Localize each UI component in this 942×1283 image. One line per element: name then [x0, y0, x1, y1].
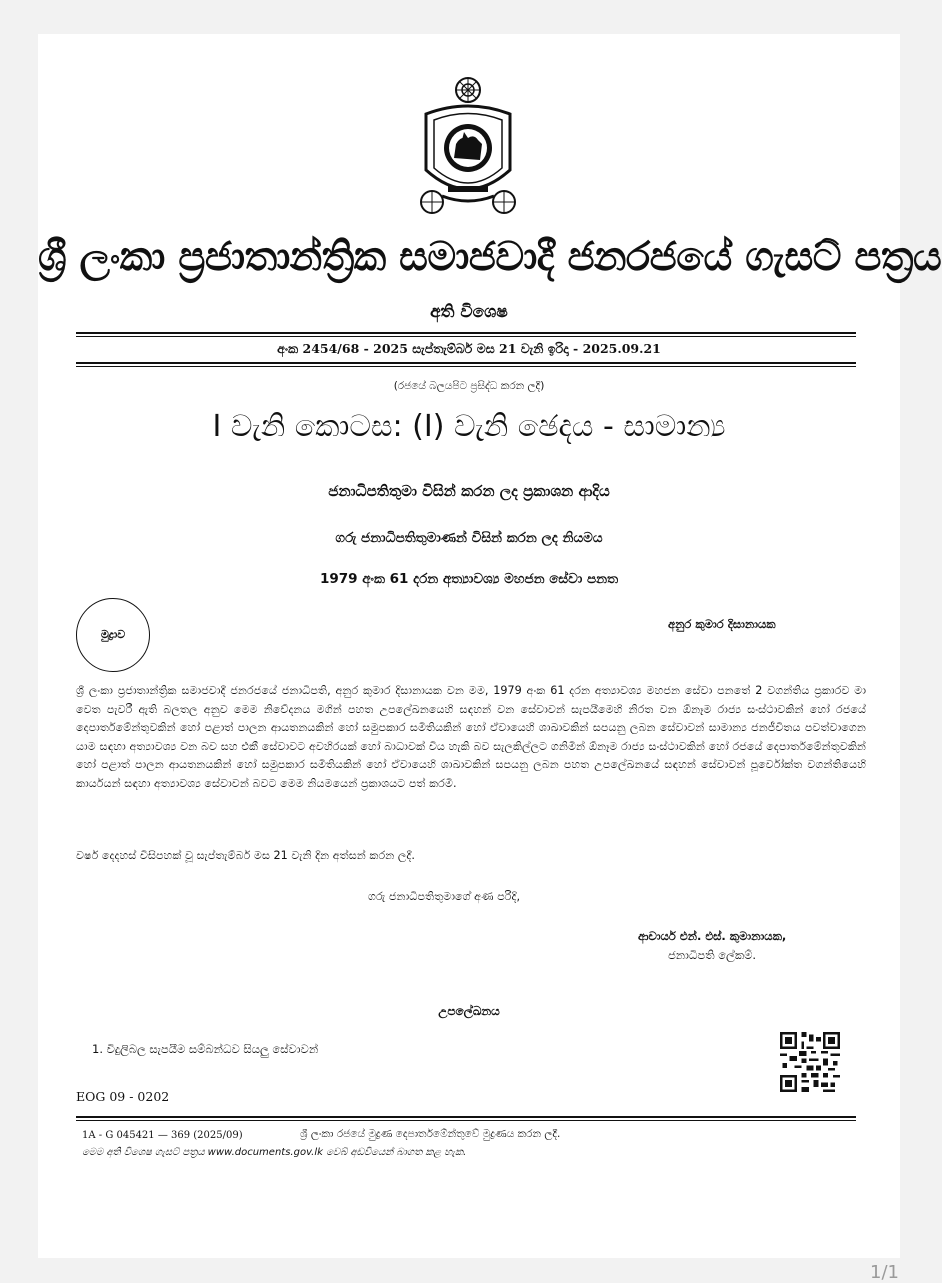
issue-line: අංක 2454/68 - 2025 සැප්තැම්බර් මස 21 වැනි ඉරිදා - 2025.09.21 — [277, 341, 661, 356]
divider — [76, 1120, 856, 1121]
reference-code: EOG 09 - 0202 — [76, 1089, 170, 1104]
divider — [76, 1116, 856, 1118]
act-heading: 1979 අංක 61 දරන අත්‍යාවශ්‍ය මහජන සේවා පනත — [319, 571, 619, 587]
gazette-title: ශ්‍රී ලංකා ප්‍රජාතාන්ත්‍රික සමාජවාදී ජනරජයේ ගැසට් පත්‍රය — [38, 234, 942, 280]
schedule-title: උපලේඛනය — [438, 1004, 500, 1018]
download-note: මෙම අති විශෙෂ ගැසට් පත්‍රය www.documents.gov.lk වෙබ් අඩවියෙන් බාගත කළ හැක. — [82, 1147, 467, 1158]
part-heading: I වැනි කොටස: (I) වැනි ඡෙදය - සාමාන්‍ය — [212, 409, 726, 444]
print-code: 1A - G 045421 — 369 (2025/09) — [82, 1130, 243, 1141]
qr-code-icon — [780, 1032, 840, 1092]
gazette-subtitle: අති විශෙෂ — [430, 302, 508, 322]
gazette-page — [38, 34, 942, 1258]
authority-line: (රජයේ බලයපිට ප්‍රසිද්ධ කරන ලදි) — [393, 380, 545, 392]
order-body: ශ්‍රී ලංකා ප්‍රජාතාන්ත්‍රික සමාජවාදී ජනරජයේ ජනාධිපති, අනුර කුමාර දිසානායක වන මම, 1979 අංක 61 දරන අත්‍යාවශ්‍ය මහජන සේවා පනතේ 2 වගන්තිය ප්‍රකාරව මා වෙත පැවරී ඇති බලතල අනුව මෙම නිවේදනය මගින් පහත උපලේඛනයෙහි සඳහන් වන සේවාවන් සැපයීමෙහි නිරත වන ඕනෑම රාජ්‍ය සංස්ථාවකින් හෝ රජයේ දෙපාර්තමේන්තුවකින් හෝ පළාත් පාලන ආයතනයකින් හෝ සමුපකාර සමිතියකින් හෝ ඒවායෙහි ශාඛාවකින් සපයනු ලබන සේවාවන් සාමාන්‍ය ජනජීවිතය පවත්වාගෙන යාම සඳහා අත්‍යාවශ්‍ය වන බව සහ එකී සේවාවට අවහිරයක් හෝ බාධාවක් විය හැකි බව සැලකිල්ලට ගනිමින් ඕනෑම රාජ්‍ය සංස්ථාවකින් හෝ රජයේ දෙපාර්තමේන්තුවකින් හෝ පළාත් පාලන ආයතනයකින් හෝ සමුපකාර සමිතියකින් හෝ ඒවායෙහි ශාඛාවකින් සපයනු ලබන පහත උපලේඛනයේ සඳහන් සේවාවන් පූර්වෝක්ත වගන්තියෙහි කාර්යයන් සඳහා අත්‍යාවශ්‍ය සේවාවන් බවට මෙම නියමයෙන් ප්‍රකාශයට පත් කරමි. — [76, 684, 866, 790]
secretary-name: ආචාර්ය එන්. එස්. කුමානායක, — [638, 929, 787, 943]
command-line: ගරු ජනාධිපතිතුමාගේ අණ පරිදි, — [368, 890, 521, 903]
secretary-role: ජනාධිපති ලේකම්. — [668, 948, 757, 962]
schedule-item: 1. විදුලිබල සැපයීම සම්බන්ධව සියලු සේවාවන් — [92, 1042, 319, 1056]
divider — [76, 362, 856, 364]
dated-line: වර්ෂ දෙදහස් විසිපහක් වූ සැප්තැම්බර් මස 21 වැනි දින අත්සන් කරන ලදී. — [76, 849, 415, 862]
seal-stamp — [76, 598, 150, 672]
national-emblem-icon — [412, 74, 524, 222]
section-heading: ජනාධිපතිතුමා විසින් කරන ලද ප්‍රකාශන ආදිය — [328, 482, 610, 500]
signatory-name: අනුර කුමාර දිසානායක — [668, 617, 776, 631]
page-indicator: 1/1 — [870, 1262, 899, 1283]
divider — [76, 332, 856, 334]
seal-label: මුද්‍රාව — [100, 628, 126, 641]
order-heading: ගරු ජනාධිපතිතුමාණන් විසින් කරන ලද නියමය — [335, 530, 603, 546]
divider — [76, 366, 856, 367]
divider — [76, 336, 856, 337]
printed-by: ශ්‍රී ලංකා රජයේ මුද්‍රණ දෙපාර්තමේන්තුවේ මුද්‍රණය කරන ලදී. — [300, 1128, 561, 1140]
